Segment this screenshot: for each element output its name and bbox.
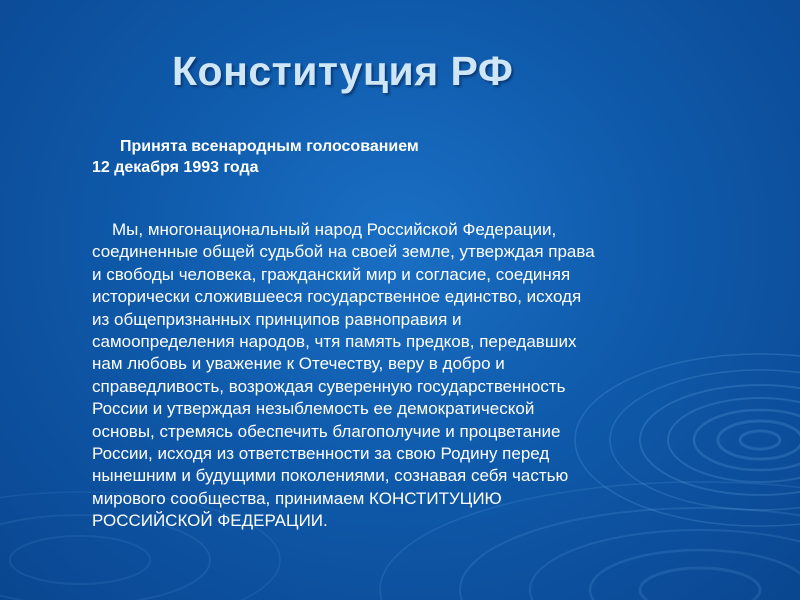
preamble-line: соединенные общей судьбой на своей земле, утверждая права	[92, 242, 595, 262]
preamble-line: и свободы человека, гражданский мир и согласие, соединяя	[92, 264, 571, 284]
preamble-line: из общепризнанных принципов равноправия и	[92, 309, 462, 329]
preamble-line: мирового сообщества, принимаем КОНСТИТУЦИЮ	[92, 488, 502, 508]
preamble-line: РОССИЙСКОЙ ФЕДЕРАЦИИ.	[92, 511, 328, 531]
subtitle-line: Принята всенародным голосованием	[120, 138, 419, 155]
preamble-line: справедливость, возрождая суверенную государственность	[92, 376, 566, 396]
constitution-preamble	[92, 219, 772, 533]
preamble-line: самоопределения народов, чтя память предков, передавших	[92, 332, 577, 352]
slide-subtitle	[92, 136, 692, 178]
preamble-line: исторически сложившееся государственное единство, исходя	[92, 287, 582, 307]
preamble-line: России и утверждая незыблемость ее демократической	[92, 399, 535, 419]
preamble-line: нынешним и будущими поколениями, сознавая себя частью	[92, 466, 569, 486]
preamble-line: основы, стремясь обеспечить благополучие и процветание	[92, 421, 561, 441]
preamble-line: России, исходя из ответственности за свою Родину перед	[92, 444, 550, 464]
subtitle-line: 12 декабря 1993 года	[92, 159, 259, 176]
preamble-line: Мы, многонациональный народ Российской Федерации,	[112, 220, 557, 239]
preamble-line: нам любовь и уважение к Отечеству, веру в добро и	[92, 354, 505, 374]
slide-title: Конституция РФ	[172, 48, 514, 94]
